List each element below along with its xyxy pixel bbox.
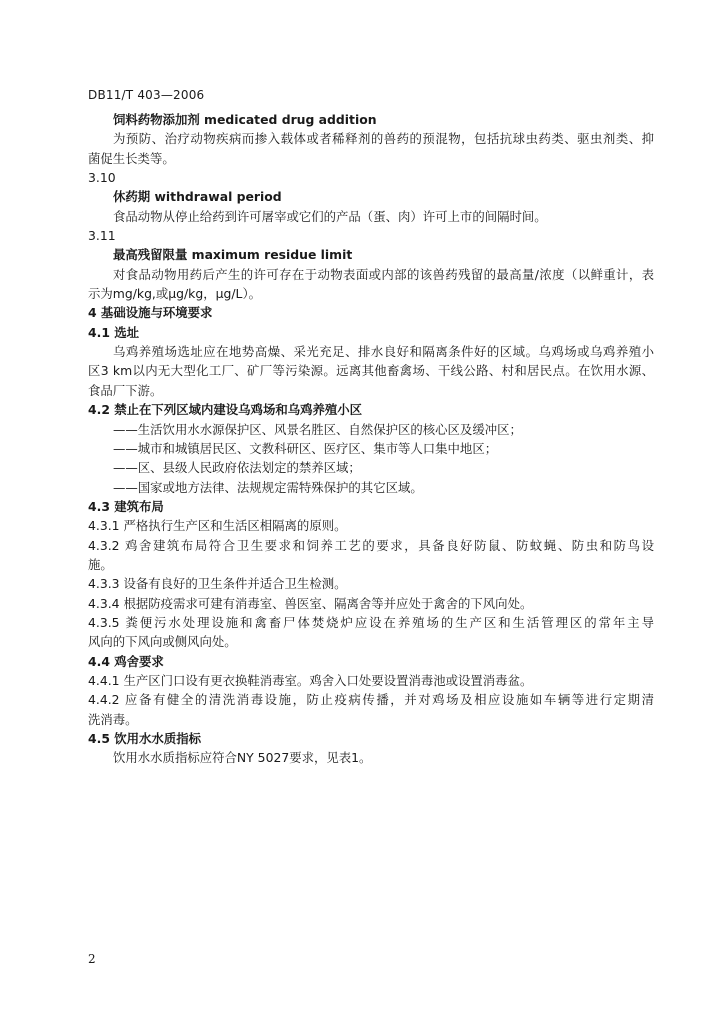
term-definition-continued: 示为mg/kg,或μg/kg，μg/L）。 [88, 286, 262, 302]
clause: 4.3.1 严格执行生产区和生活区相隔离的原则。 [88, 518, 347, 534]
term-definition: 食品动物从停止给药到许可屠宰或它们的产品（蛋、肉）许可上市的间隔时间。 [113, 208, 547, 224]
subsection-heading: 4.3 建筑布局 [88, 498, 164, 514]
paragraph: 饮用水水质指标应符合NY 5027要求，见表1。 [113, 750, 372, 766]
clause: 4.4.2 应备有健全的清洗消毒设施，防止疫病传播，并对鸡场及相应设施如车辆等进行定期清 [88, 692, 654, 708]
subsection-heading: 4.1 选址 [88, 324, 140, 340]
clause-number: 3.10 [88, 170, 116, 186]
clause: 4.3.3 设备有良好的卫生条件并适合卫生检测。 [88, 576, 347, 592]
subsection-heading: 4.4 鸡舍要求 [88, 653, 164, 669]
clause-number: 3.11 [88, 228, 116, 244]
subsection-heading: 4.5 饮用水水质指标 [88, 731, 201, 746]
standard-code: DB11/T 403—2006 [88, 88, 205, 102]
term-definition: 对食品动物用药后产生的许可存在于动物表面或内部的该兽药残留的最高量/浓度（以鲜重计，表 [113, 266, 654, 282]
term-title: 休药期 withdrawal period [113, 189, 282, 205]
clause: 4.3.4 根据防疫需求可建有消毒室、兽医室、隔离舍等并应处于禽舍的下风向处。 [88, 595, 533, 611]
term-title: 最高残留限量 maximum residue limit [113, 247, 353, 263]
list-item: ——国家或地方法律、法规规定需特殊保护的其它区域。 [113, 479, 423, 495]
document-body [88, 110, 654, 768]
term-title: 饲料药物添加剂 medicated drug addition [113, 112, 377, 127]
subsection-heading: 4.2 禁止在下列区域内建设乌鸡场和乌鸡养殖小区 [88, 402, 363, 418]
page-number: 2 [88, 952, 96, 966]
clause-continued: 施。 [88, 556, 113, 572]
clause: 4.3.2 鸡舍建筑布局符合卫生要求和饲养工艺的要求，具备良好防鼠、防蚊蝇、防虫和防鸟设 [88, 537, 654, 553]
clause: 4.4.1 生产区门口设有更衣换鞋消毒室。鸡舍入口处要设置消毒池或设置消毒盆。 [88, 672, 533, 688]
paragraph-continued: 食品厂下游。 [88, 382, 163, 398]
list-item: ——区、县级人民政府依法划定的禁养区域； [113, 460, 361, 476]
paragraph: 乌鸡养殖场选址应在地势高燥、采光充足、排水良好和隔离条件好的区域。乌鸡场或乌鸡养殖小 [113, 344, 654, 360]
list-item: ——城市和城镇居民区、文教科研区、医疗区、集市等人口集中地区； [113, 440, 498, 456]
section-heading: 4 基础设施与环境要求 [88, 305, 213, 321]
clause: 4.3.5 粪便污水处理设施和禽畜尸体焚烧炉应设在养殖场的生产区和生活管理区的常年主导 [88, 614, 654, 630]
paragraph-continued: 区3 km以内无大型化工厂、矿厂等污染源。远离其他畜禽场、干线公路、村和居民点。在饮用水源、 [88, 363, 654, 379]
clause-continued: 洗消毒。 [88, 711, 138, 727]
clause-continued: 风向的下风向或侧风向处。 [88, 634, 237, 650]
list-item: ——生活饮用水水源保护区、风景名胜区、自然保护区的核心区及缓冲区； [113, 421, 522, 437]
term-definition-continued: 菌促生长类等。 [88, 150, 175, 166]
term-definition: 为预防、治疗动物疾病而掺入载体或者稀释剂的兽药的预混物，包括抗球虫药类、驱虫剂类、抑 [113, 131, 654, 147]
